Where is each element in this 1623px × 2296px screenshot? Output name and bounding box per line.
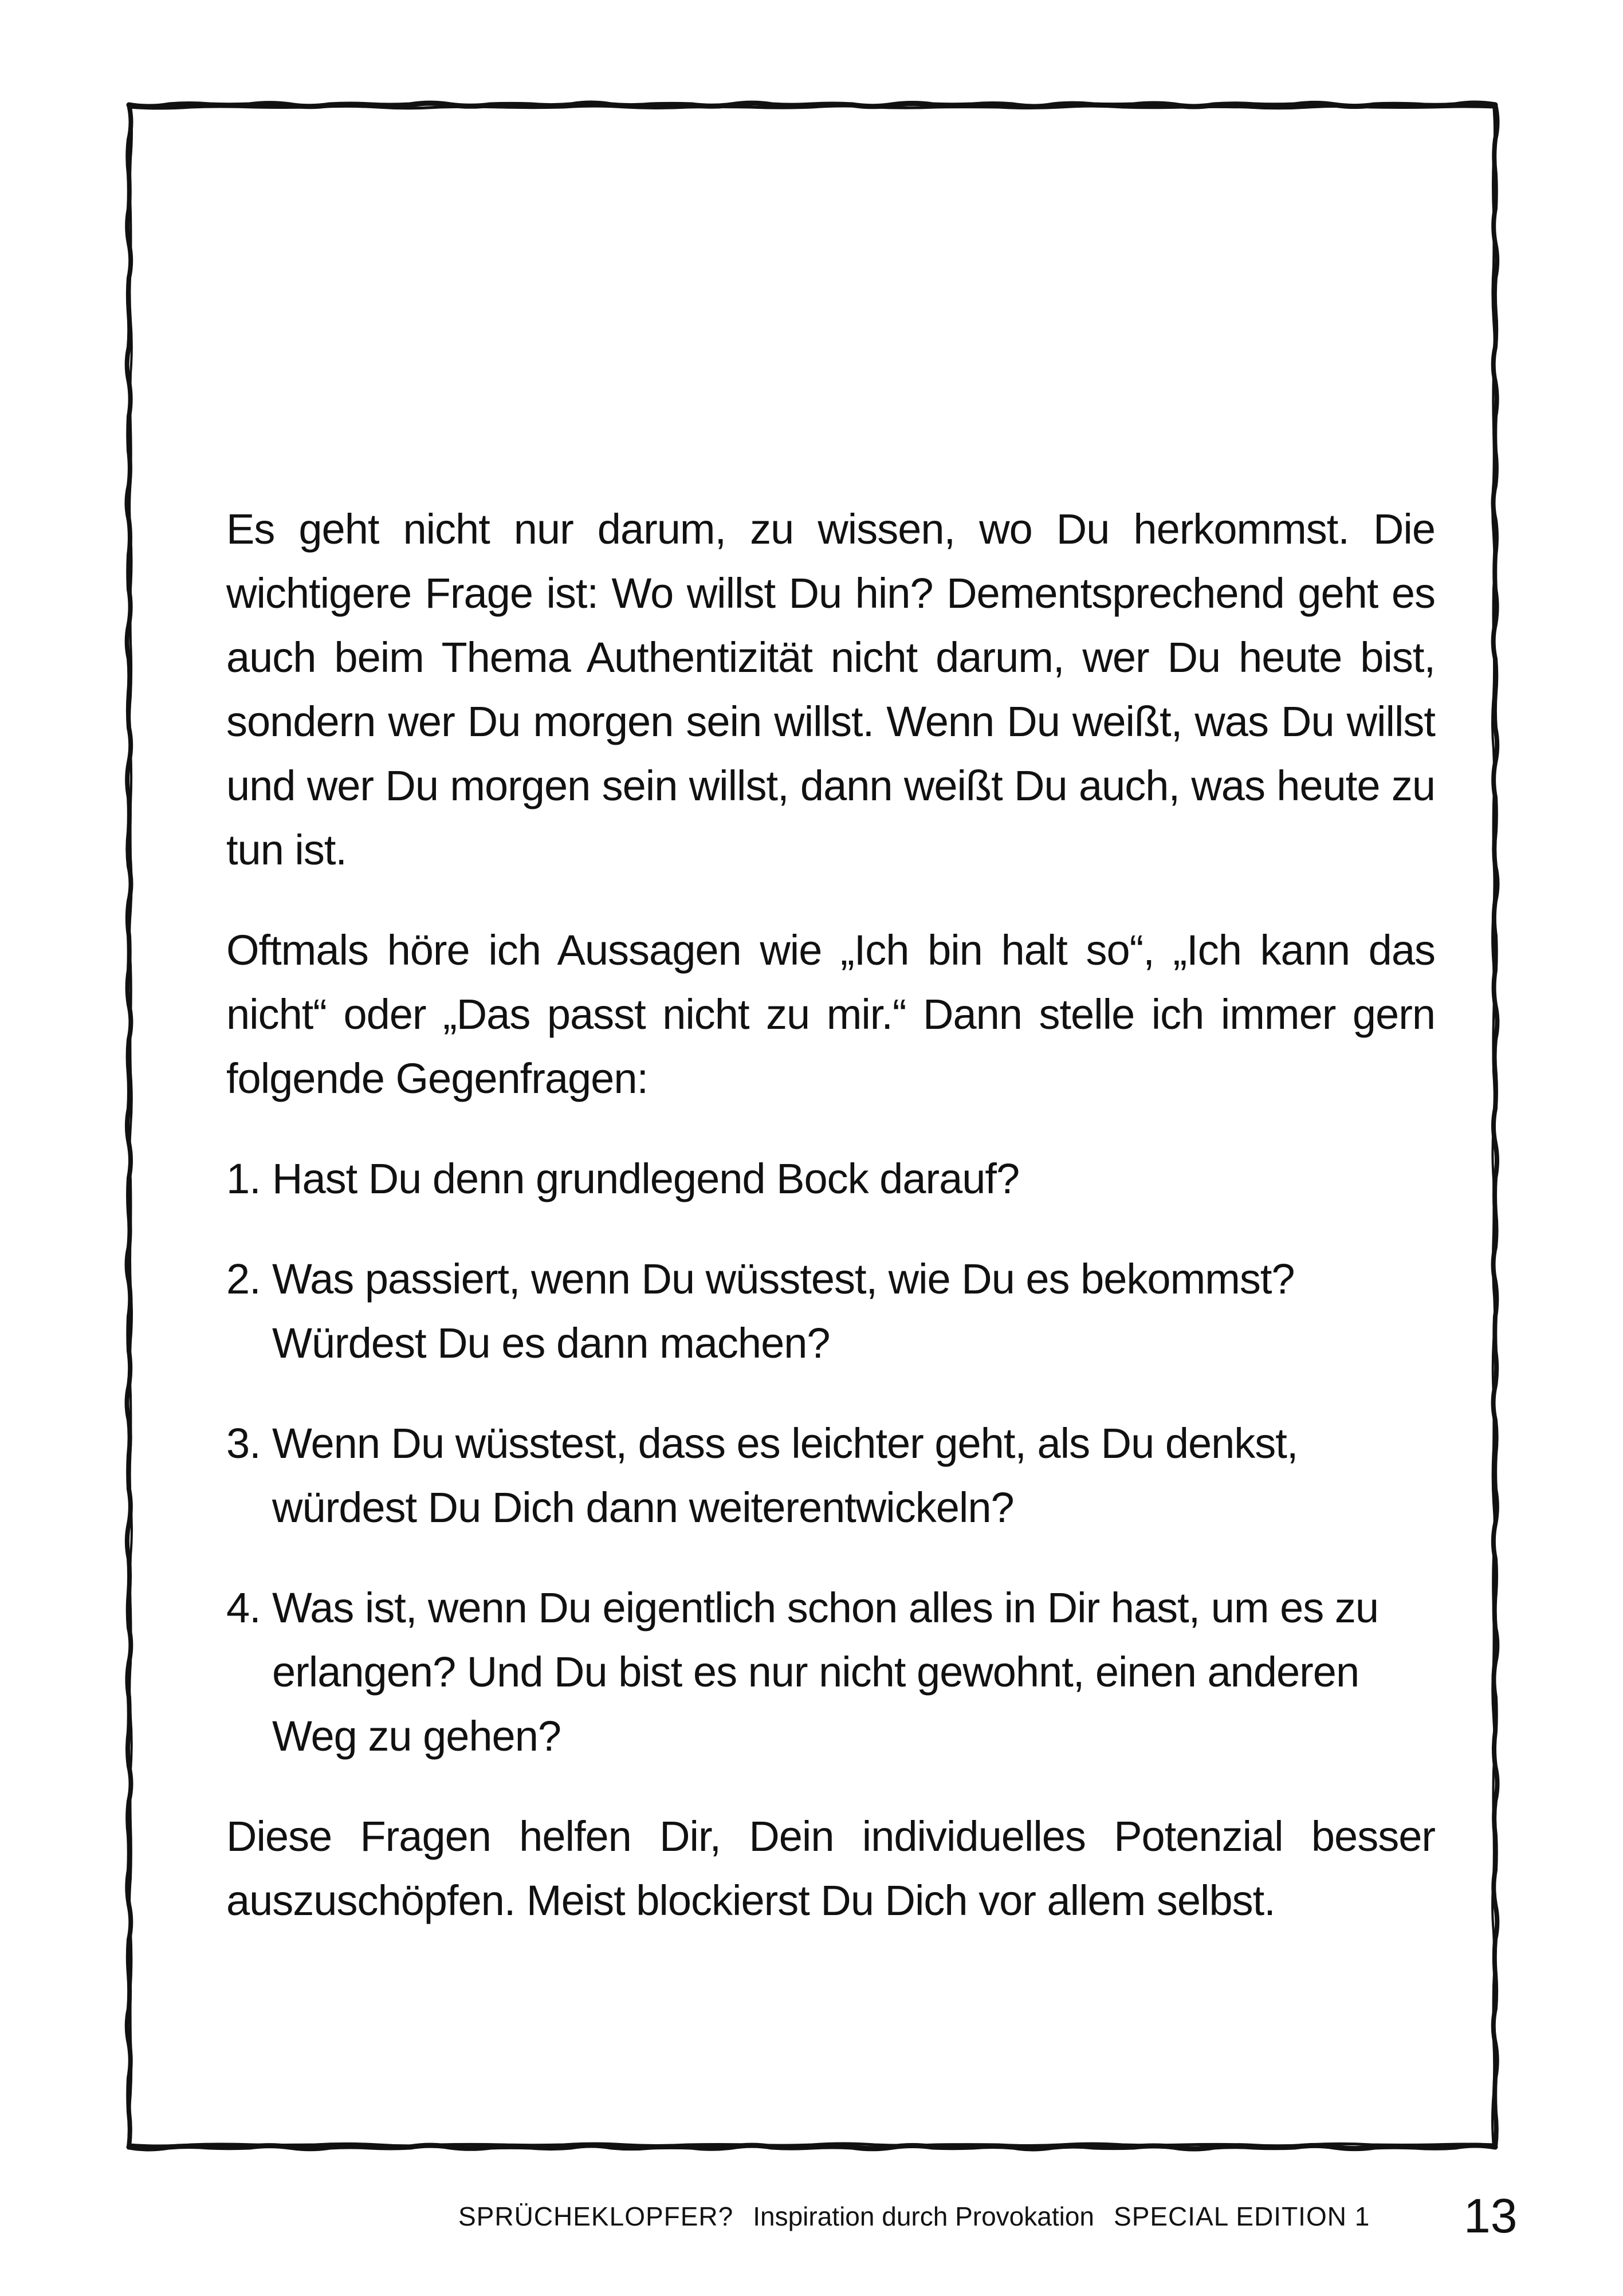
list-item xyxy=(226,1412,1435,1540)
footer-edition: SPECIAL EDITION 1 xyxy=(1114,2201,1370,2231)
list-item-text: Was ist, wenn Du eigentlich schon alles in Dir hast, um es zu erlangen? Und Du bist es nur nicht gewohnt, einen anderen Weg zu gehen? xyxy=(272,1584,1379,1760)
page-number: 13 xyxy=(1464,2189,1518,2243)
intro-paragraph: Es geht nicht nur darum, zu wissen, wo Du herkommst. Die wichtigere Frage ist: Wo willst Du hin? Dementsprechend geht es auch beim Thema Authentizität nicht darum, wer Du heute bist, sondern wer Du morgen sein willst. Wenn Du weißt, was Du willst und wer Du morgen sein willst, dann weißt Du auch, was heute zu tun ist. xyxy=(226,505,1435,874)
list-item xyxy=(226,1247,1435,1375)
list-item-text: Wenn Du wüsstest, dass es leichter geht, als Du denkst, würdest Du Dich dann weiterentwickeln? xyxy=(272,1420,1298,1531)
list-item-number: 4. xyxy=(226,1584,261,1631)
sayings-paragraph: Oftmals höre ich Aussagen wie „Ich bin halt so“, „Ich kann das nicht“ oder „Das passt nicht zu mir.“ Dann stelle ich immer gern folgende Gegenfragen: xyxy=(226,926,1435,1102)
list-item-number: 1. xyxy=(226,1155,261,1202)
closing-paragraph: Diese Fragen helfen Dir, Dein individuelles Potenzial besser auszuschöpfen. Meist blockierst Du Dich vor allem selbst. xyxy=(226,1813,1435,1924)
border-right xyxy=(1492,105,1495,2147)
footer-subtitle: Inspiration durch Provokation xyxy=(753,2201,1095,2231)
counter-questions-list xyxy=(226,1147,1435,1768)
footer-book-title: SPRÜCHEKLOPFER? xyxy=(458,2201,734,2231)
list-item xyxy=(226,1576,1435,1768)
list-item-number: 3. xyxy=(226,1420,261,1467)
list-item-text: Hast Du denn grundlegend Bock darauf? xyxy=(272,1155,1020,1202)
page-footer xyxy=(0,2188,1623,2243)
list-item-number: 2. xyxy=(226,1255,261,1303)
list-item-text: Was passiert, wenn Du wüsstest, wie Du es bekommst? Würdest Du es dann machen? xyxy=(272,1255,1295,1367)
footer-book-info xyxy=(458,2201,1389,2232)
list-item xyxy=(226,1147,1435,1211)
main-text xyxy=(226,497,1435,1969)
